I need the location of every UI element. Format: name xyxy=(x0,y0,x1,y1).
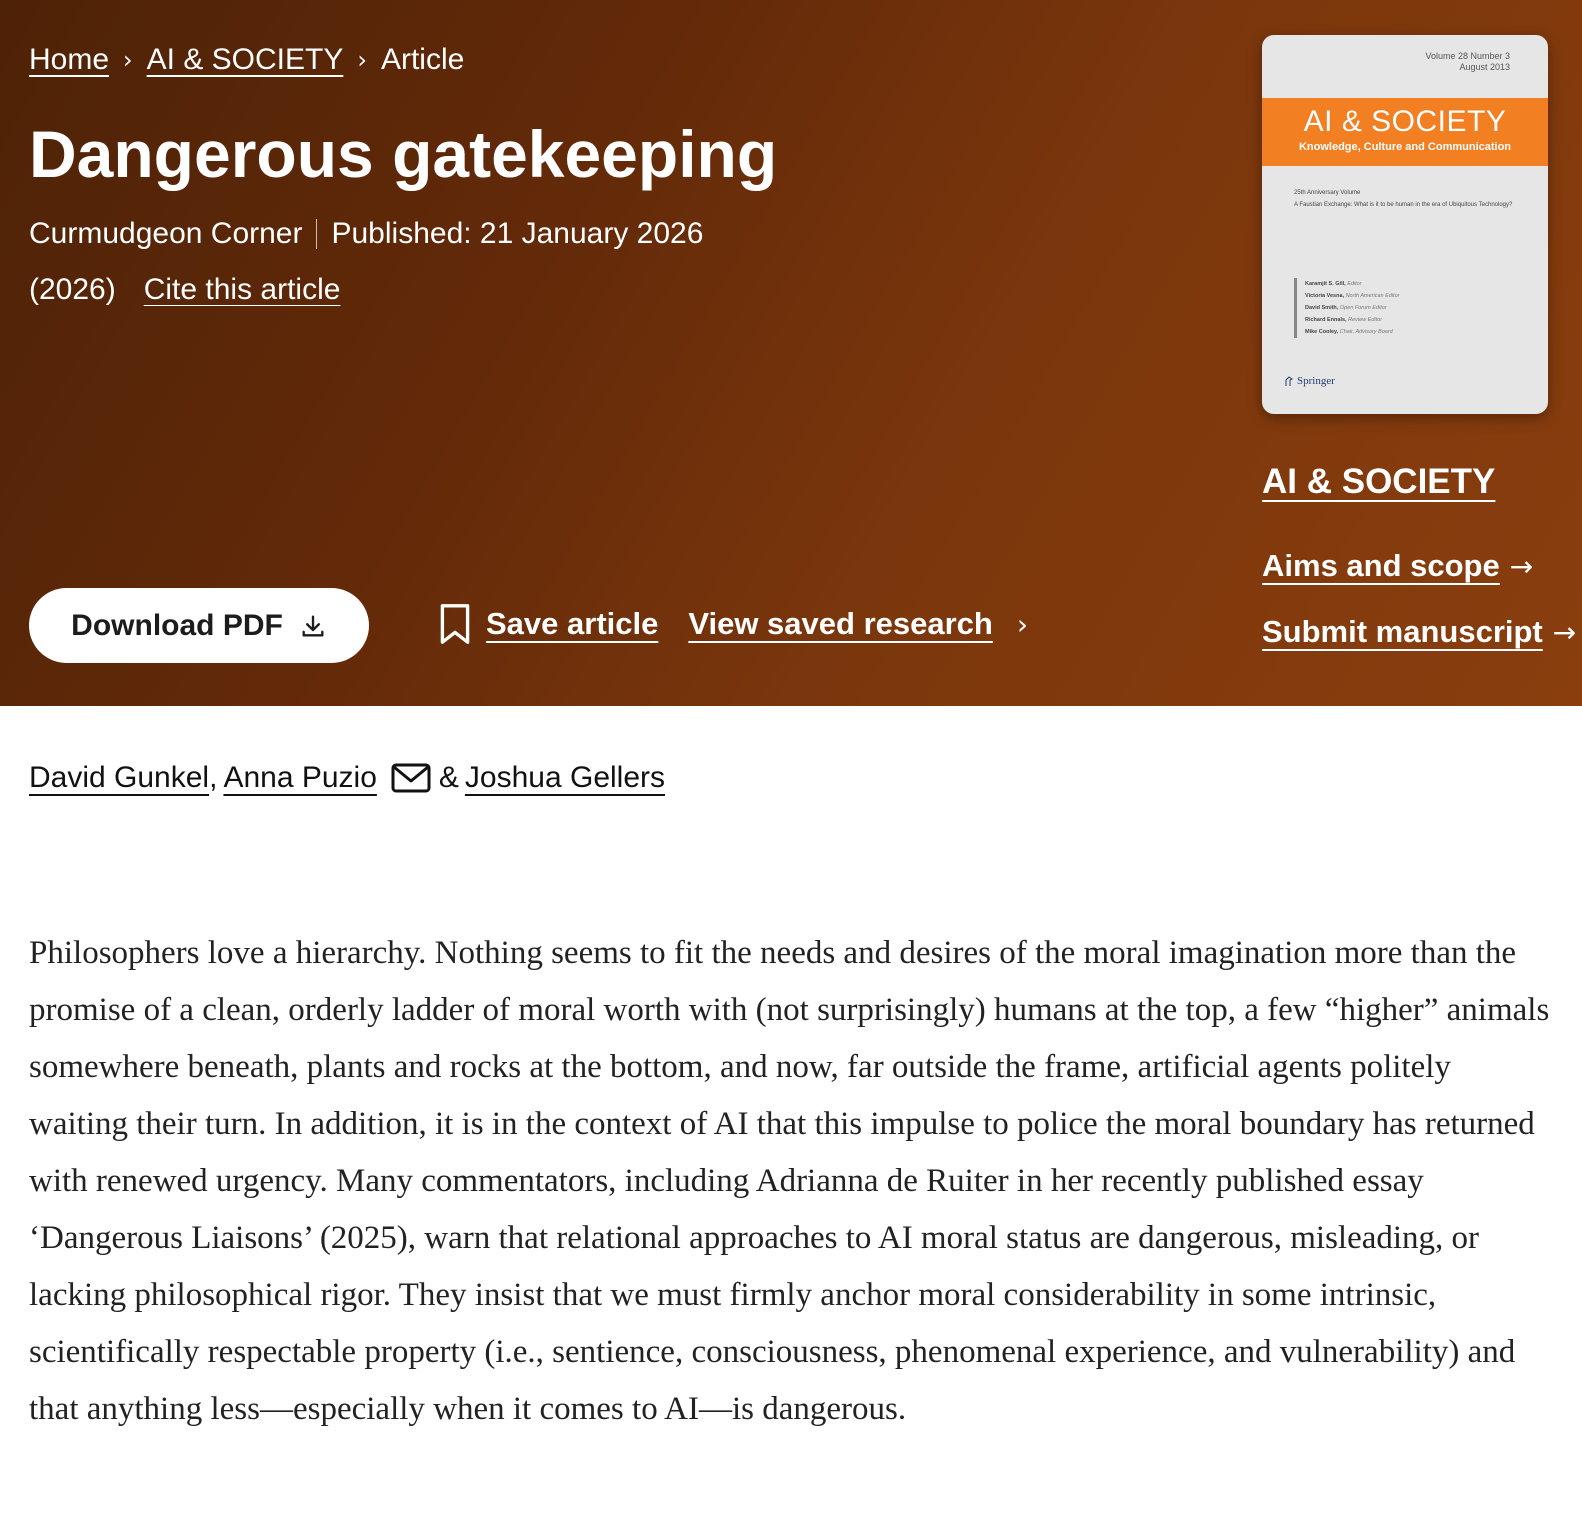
springer-horse-icon xyxy=(1284,376,1294,387)
cover-theme: A Faustian Exchange: What is it to be human in the era of Ubiquitous Technology? xyxy=(1294,202,1513,208)
breadcrumb-home-link[interactable]: Home xyxy=(29,43,110,76)
cover-editor: Richard Ennals, Review Editor xyxy=(1305,317,1383,323)
article-meta xyxy=(29,214,703,254)
article-header xyxy=(0,0,1582,706)
cover-date: August 2013 xyxy=(1459,62,1510,72)
cover-subtitle: Knowledge, Culture and Communication xyxy=(1298,141,1512,153)
article-title: Dangerous gatekeeping xyxy=(29,117,778,191)
published-date: Published: 21 January 2026 xyxy=(331,217,704,250)
view-saved-research-link[interactable]: View saved research xyxy=(688,606,993,641)
cite-article-link[interactable]: Cite this article xyxy=(143,273,341,306)
article-meta-secondary xyxy=(29,270,340,310)
cover-editor: Victoria Vesna, North American Editor xyxy=(1305,293,1400,299)
cover-editor: David Smith, Open Forum Editor xyxy=(1305,305,1387,311)
save-actions xyxy=(438,603,1028,645)
chevron-right-icon: › xyxy=(357,46,367,74)
author-separator: , xyxy=(209,761,218,794)
aims-and-scope-link[interactable]: Aims and scope xyxy=(1262,548,1500,583)
author-list xyxy=(29,758,665,798)
chevron-right-icon: › xyxy=(1016,607,1029,641)
springer-logo xyxy=(1284,375,1335,387)
arrow-right-icon: → xyxy=(1552,615,1577,649)
submit-manuscript xyxy=(1262,614,1576,650)
article-section: Curmudgeon Corner xyxy=(29,217,303,250)
author-link-gellers[interactable]: Joshua Gellers xyxy=(464,761,666,794)
cover-journal-title: AI & SOCIETY xyxy=(1303,105,1507,138)
email-icon[interactable] xyxy=(391,763,431,793)
download-icon xyxy=(299,612,327,640)
chevron-right-icon: › xyxy=(123,46,133,74)
breadcrumb-current: Article xyxy=(380,43,465,76)
cover-editor: Mike Cooley, Chair, Advisory Board xyxy=(1305,329,1393,335)
aims-and-scope xyxy=(1262,548,1533,584)
author-link-puzio[interactable]: Anna Puzio xyxy=(223,761,377,794)
journal-cover[interactable] xyxy=(1262,35,1548,414)
author-link-gunkel[interactable]: David Gunkel xyxy=(29,761,210,794)
article-year: (2026) xyxy=(29,273,116,306)
bookmark-icon[interactable] xyxy=(438,603,472,645)
download-pdf-button[interactable] xyxy=(29,588,369,663)
cover-editors xyxy=(1294,278,1399,338)
cover-title-band xyxy=(1262,98,1548,166)
cover-editor: Karamjit S. Gill, Editor xyxy=(1305,281,1362,287)
article-body-paragraph: Philosophers love a hierarchy. Nothing seems to fit the needs and desires of the moral imagination more than the promise of a clean, orderly ladder of moral worth with (not surprisingly) humans at the top, a few “higher” animals somewhere beneath, plants and rocks at the bottom, and now, far outside the frame, artificial agents politely waiting their turn. In addition, it is in the context of AI that this impulse to police the moral boundary has returned with renewed urgency. Many commentators, including Adrianna de Ruiter in her recently published essay ‘Dangerous Liaisons’ (2025), warn that relational approaches to AI moral status are dangerous, misleading, or lacking philosophical rigor. They insist that we must firmly anchor moral considerability in some intrinsic, scientifically respectable property (i.e., sentience, consciousness, phenomenal experience, and vulnerability) and that anything less—especially when it comes to AI—is dangerous. xyxy=(29,935,1550,1427)
journal-home-link[interactable]: AI & SOCIETY xyxy=(1262,462,1496,501)
submit-manuscript-link[interactable]: Submit manuscript xyxy=(1262,614,1543,649)
cover-anniversary xyxy=(1294,187,1534,211)
springer-name: Springer xyxy=(1297,375,1335,387)
cover-anniversary-label: 25th Anniversary Volume xyxy=(1294,190,1361,196)
meta-divider xyxy=(316,219,317,249)
cover-volume: Volume 28 Number 3 xyxy=(1425,51,1510,61)
breadcrumb xyxy=(29,40,464,80)
arrow-right-icon: → xyxy=(1509,549,1534,583)
cover-volume-info xyxy=(1425,51,1510,73)
save-article-link[interactable]: Save article xyxy=(486,606,659,641)
breadcrumb-journal-link[interactable]: AI & SOCIETY xyxy=(146,43,344,76)
author-ampersand: & xyxy=(438,761,459,794)
download-pdf-label: Download PDF xyxy=(71,608,283,642)
